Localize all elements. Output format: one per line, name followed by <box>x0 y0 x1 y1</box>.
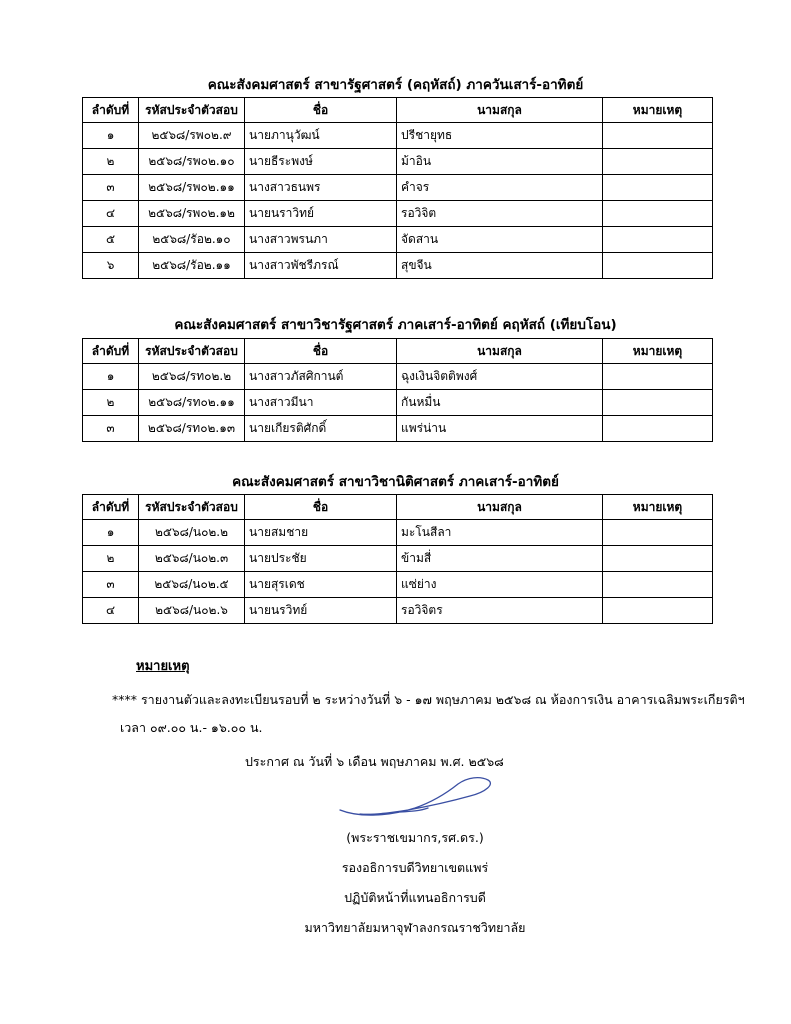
cell-no: ๑ <box>83 364 139 390</box>
header-last-name: นามสกุล <box>397 495 603 520</box>
cell-note <box>603 201 713 227</box>
header-code: รหัสประจำตัวสอบ <box>139 98 245 123</box>
signatory-name: (พระราชเขมากร,รศ.ดร.) <box>346 830 484 845</box>
table-row <box>83 364 713 390</box>
cell-last-name: แซ่ย่าง <box>397 572 603 598</box>
header-first-name: ชื่อ <box>245 495 397 520</box>
header-no: ลำดับที่ <box>83 98 139 123</box>
cell-note <box>603 253 713 279</box>
header-last-name: นามสกุล <box>397 98 603 123</box>
cell-last-name: คำจร <box>397 175 603 201</box>
cell-note <box>603 572 713 598</box>
header-note: หมายเหตุ <box>603 98 713 123</box>
cell-code: ๒๕๖๘/น๐๒.๖ <box>139 598 245 624</box>
cell-last-name: สุขจีน <box>397 253 603 279</box>
cell-no: ๑ <box>83 520 139 546</box>
table-row <box>83 201 713 227</box>
cell-last-name: กันหมื่น <box>397 390 603 416</box>
cell-first-name: นายสมชาย <box>245 520 397 546</box>
cell-code: ๒๕๖๘/รท๐๒.๒ <box>139 364 245 390</box>
cell-note <box>603 123 713 149</box>
roster-table-3 <box>82 494 713 624</box>
cell-code: ๒๕๖๘/รพ๐๒.๙ <box>139 123 245 149</box>
cell-code: ๒๕๖๘/รท๐๒.๑๓ <box>139 416 245 442</box>
signature-stroke <box>340 778 490 815</box>
table-row <box>83 123 713 149</box>
cell-note <box>603 149 713 175</box>
table-row <box>83 149 713 175</box>
table-row <box>83 520 713 546</box>
cell-first-name: นายเกียรติศักดิ์ <box>245 416 397 442</box>
remarks-heading: หมายเหตุ <box>136 659 190 674</box>
roster-table-2 <box>82 338 713 442</box>
cell-first-name: นายสุรเดช <box>245 572 397 598</box>
cell-last-name: ปรีชายุทธ <box>397 123 603 149</box>
table-row <box>83 598 713 624</box>
table-header-row <box>83 339 713 364</box>
cell-last-name: มะโนสีลา <box>397 520 603 546</box>
cell-note <box>603 364 713 390</box>
cell-note <box>603 546 713 572</box>
cell-code: ๒๕๖๘/รพ๐๒.๑๒ <box>139 201 245 227</box>
announcement-date: ประกาศ ณ วันที่ ๖ เดือน พฤษภาคม พ.ศ. ๒๕๖๘ <box>245 754 504 769</box>
cell-first-name: นายนรวิทย์ <box>245 598 397 624</box>
cell-first-name: นางสาวพรนภา <box>245 227 397 253</box>
header-last-name: นามสกุล <box>397 339 603 364</box>
cell-last-name: ข้ามสี่ <box>397 546 603 572</box>
cell-first-name: นายภานุวัฒน์ <box>245 123 397 149</box>
signatory-institution: มหาวิทยาลัยมหาจุฬาลงกรณราชวิทยาลัย <box>304 920 526 935</box>
cell-no: ๕ <box>83 227 139 253</box>
remarks-line-2: เวลา ๐๙.๐๐ น.- ๑๖.๐๐ น. <box>120 720 263 735</box>
signatory-position-1: รองอธิการบดีวิทยาเขตแพร่ <box>341 860 489 875</box>
cell-note <box>603 227 713 253</box>
section-title-2: คณะสังคมศาสตร์ สาขาวิชารัฐศาสตร์ ภาคเสาร์-อาทิตย์ คฤหัสถ์ (เทียบโอน) <box>174 317 617 333</box>
cell-no: ๒ <box>83 546 139 572</box>
table-row <box>83 390 713 416</box>
header-note: หมายเหตุ <box>603 339 713 364</box>
remarks-line-1: **** รายงานตัวและลงทะเบียนรอบที่ ๒ ระหว่างวันที่ ๖ - ๑๗ พฤษภาคม ๒๕๖๘ ณ ห้องการเงิน อาคารเฉลิมพระเกียรติฯ <box>112 692 745 707</box>
cell-last-name: ฉุงเงินจิตติพงศ์ <box>397 364 603 390</box>
cell-last-name: แพร่น่าน <box>397 416 603 442</box>
cell-note <box>603 598 713 624</box>
cell-first-name: นางสาวธนพร <box>245 175 397 201</box>
cell-last-name: ม้าอิน <box>397 149 603 175</box>
table-header-row <box>83 98 713 123</box>
cell-first-name: นางสาวมีนา <box>245 390 397 416</box>
table-header-row <box>83 495 713 520</box>
cell-last-name: จัดสาน <box>397 227 603 253</box>
cell-code: ๒๕๖๘/น๐๒.๒ <box>139 520 245 546</box>
cell-first-name: นางสาวพัชรีภรณ์ <box>245 253 397 279</box>
cell-code: ๒๕๖๘/น๐๒.๕ <box>139 572 245 598</box>
cell-no: ๒ <box>83 390 139 416</box>
cell-code: ๒๕๖๘/รท๐๒.๑๑ <box>139 390 245 416</box>
header-first-name: ชื่อ <box>245 98 397 123</box>
header-note: หมายเหตุ <box>603 495 713 520</box>
cell-last-name: รอวิจิต <box>397 201 603 227</box>
cell-no: ๓ <box>83 175 139 201</box>
cell-no: ๖ <box>83 253 139 279</box>
cell-no: ๑ <box>83 123 139 149</box>
cell-last-name: รอวิจิตร <box>397 598 603 624</box>
cell-code: ๒๕๖๘/น๐๒.๓ <box>139 546 245 572</box>
table-row <box>83 572 713 598</box>
section-title-3: คณะสังคมศาสตร์ สาขาวิชานิติศาสตร์ ภาคเสาร์-อาทิตย์ <box>232 474 559 490</box>
table-row <box>83 227 713 253</box>
cell-code: ๒๕๖๘/รพ๐๒.๑๑ <box>139 175 245 201</box>
section-title-1: คณะสังคมศาสตร์ สาขารัฐศาสตร์ (คฤหัสถ์) ภาควันเสาร์-อาทิตย์ <box>207 77 584 93</box>
signature-image <box>320 770 510 830</box>
table-row <box>83 546 713 572</box>
cell-code: ๒๕๖๘/รัอ๒.๑๐ <box>139 227 245 253</box>
cell-no: ๔ <box>83 201 139 227</box>
header-first-name: ชื่อ <box>245 339 397 364</box>
cell-no: ๓ <box>83 572 139 598</box>
table-row <box>83 253 713 279</box>
cell-code: ๒๕๖๘/รพ๐๒.๑๐ <box>139 149 245 175</box>
cell-note <box>603 390 713 416</box>
cell-first-name: นางสาวภัสศิกานต์ <box>245 364 397 390</box>
cell-first-name: นายธีระพงษ์ <box>245 149 397 175</box>
cell-note <box>603 175 713 201</box>
cell-first-name: นายประชัย <box>245 546 397 572</box>
cell-no: ๒ <box>83 149 139 175</box>
cell-note <box>603 416 713 442</box>
header-no: ลำดับที่ <box>83 495 139 520</box>
header-code: รหัสประจำตัวสอบ <box>139 495 245 520</box>
table-row <box>83 416 713 442</box>
table-row <box>83 175 713 201</box>
roster-table-1 <box>82 97 713 279</box>
cell-code: ๒๕๖๘/รัอ๒.๑๑ <box>139 253 245 279</box>
cell-no: ๔ <box>83 598 139 624</box>
header-no: ลำดับที่ <box>83 339 139 364</box>
cell-note <box>603 520 713 546</box>
signatory-position-2: ปฏิบัติหน้าที่แทนอธิการบดี <box>344 890 486 905</box>
cell-first-name: นายนราวิทย์ <box>245 201 397 227</box>
header-code: รหัสประจำตัวสอบ <box>139 339 245 364</box>
cell-no: ๓ <box>83 416 139 442</box>
